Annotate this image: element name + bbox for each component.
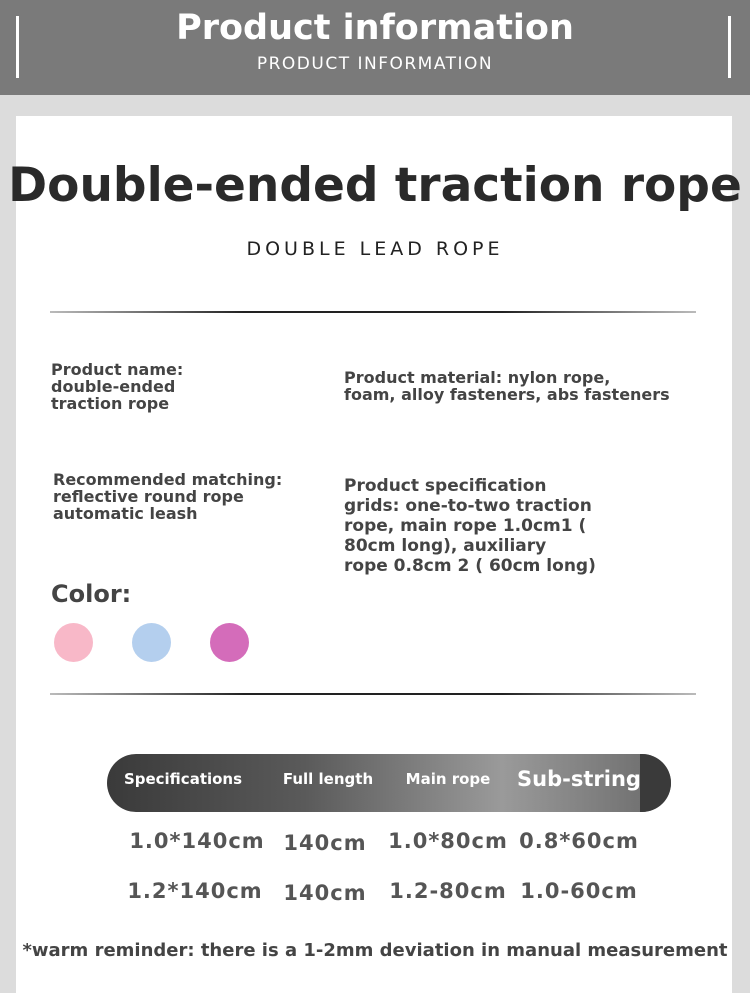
product-title: Double-ended traction rope (8, 158, 742, 213)
spec-cell: 1.0-60cm (520, 879, 638, 903)
recommended-matching-info (53, 471, 282, 522)
spec-header-full-length: Full length (282, 770, 374, 788)
color-swatch-blue[interactable] (132, 623, 171, 662)
info-line: reflective round rope (53, 487, 244, 506)
info-line: grids: one-to-two traction (344, 496, 592, 516)
banner-title: Product information (176, 8, 574, 48)
color-label: Color: (51, 580, 132, 608)
divider-top (50, 311, 696, 313)
spec-header-specifications: Specifications (123, 770, 243, 788)
info-line: traction rope (51, 394, 170, 413)
info-line: Recommended matching: (53, 470, 283, 489)
spec-cell: 1.2*140cm (127, 879, 263, 903)
spec-cell: 1.0*80cm (388, 829, 508, 853)
info-line: rope, main rope 1.0cm1 ( (344, 516, 587, 536)
banner-subtitle: PRODUCT INFORMATION (256, 54, 494, 74)
color-swatch-purple[interactable] (210, 623, 249, 662)
color-swatch-pink[interactable] (54, 623, 93, 662)
product-name-info (51, 361, 183, 412)
warm-reminder: *warm reminder: there is a 1-2mm deviation in manual measurement (22, 940, 728, 961)
product-material-info (344, 369, 670, 403)
product-specification-info (344, 476, 596, 576)
info-line: Product material: nylon rope, (344, 368, 611, 387)
spec-header-main-rope: Main rope (405, 770, 491, 788)
spec-cell: 0.8*60cm (519, 829, 639, 853)
spec-header-sub-string: Sub-string (517, 767, 641, 791)
product-subtitle: DOUBLE LEAD ROPE (246, 238, 504, 260)
info-line: foam, alloy fasteners, abs fasteners (344, 385, 670, 404)
info-line: Product specification (344, 476, 547, 496)
info-line: automatic leash (53, 504, 198, 523)
info-line: rope 0.8cm 2 ( 60cm long) (344, 556, 596, 576)
spec-cell: 1.0*140cm (129, 829, 265, 853)
info-line: Product name: (51, 360, 184, 379)
info-line: double-ended (51, 377, 176, 396)
spec-cell: 1.2-80cm (389, 879, 507, 903)
info-line: 80cm long), auxiliary (344, 536, 547, 556)
divider-bottom (50, 693, 696, 695)
spec-cell: 140cm (283, 831, 367, 855)
spec-cell: 140cm (283, 881, 367, 905)
